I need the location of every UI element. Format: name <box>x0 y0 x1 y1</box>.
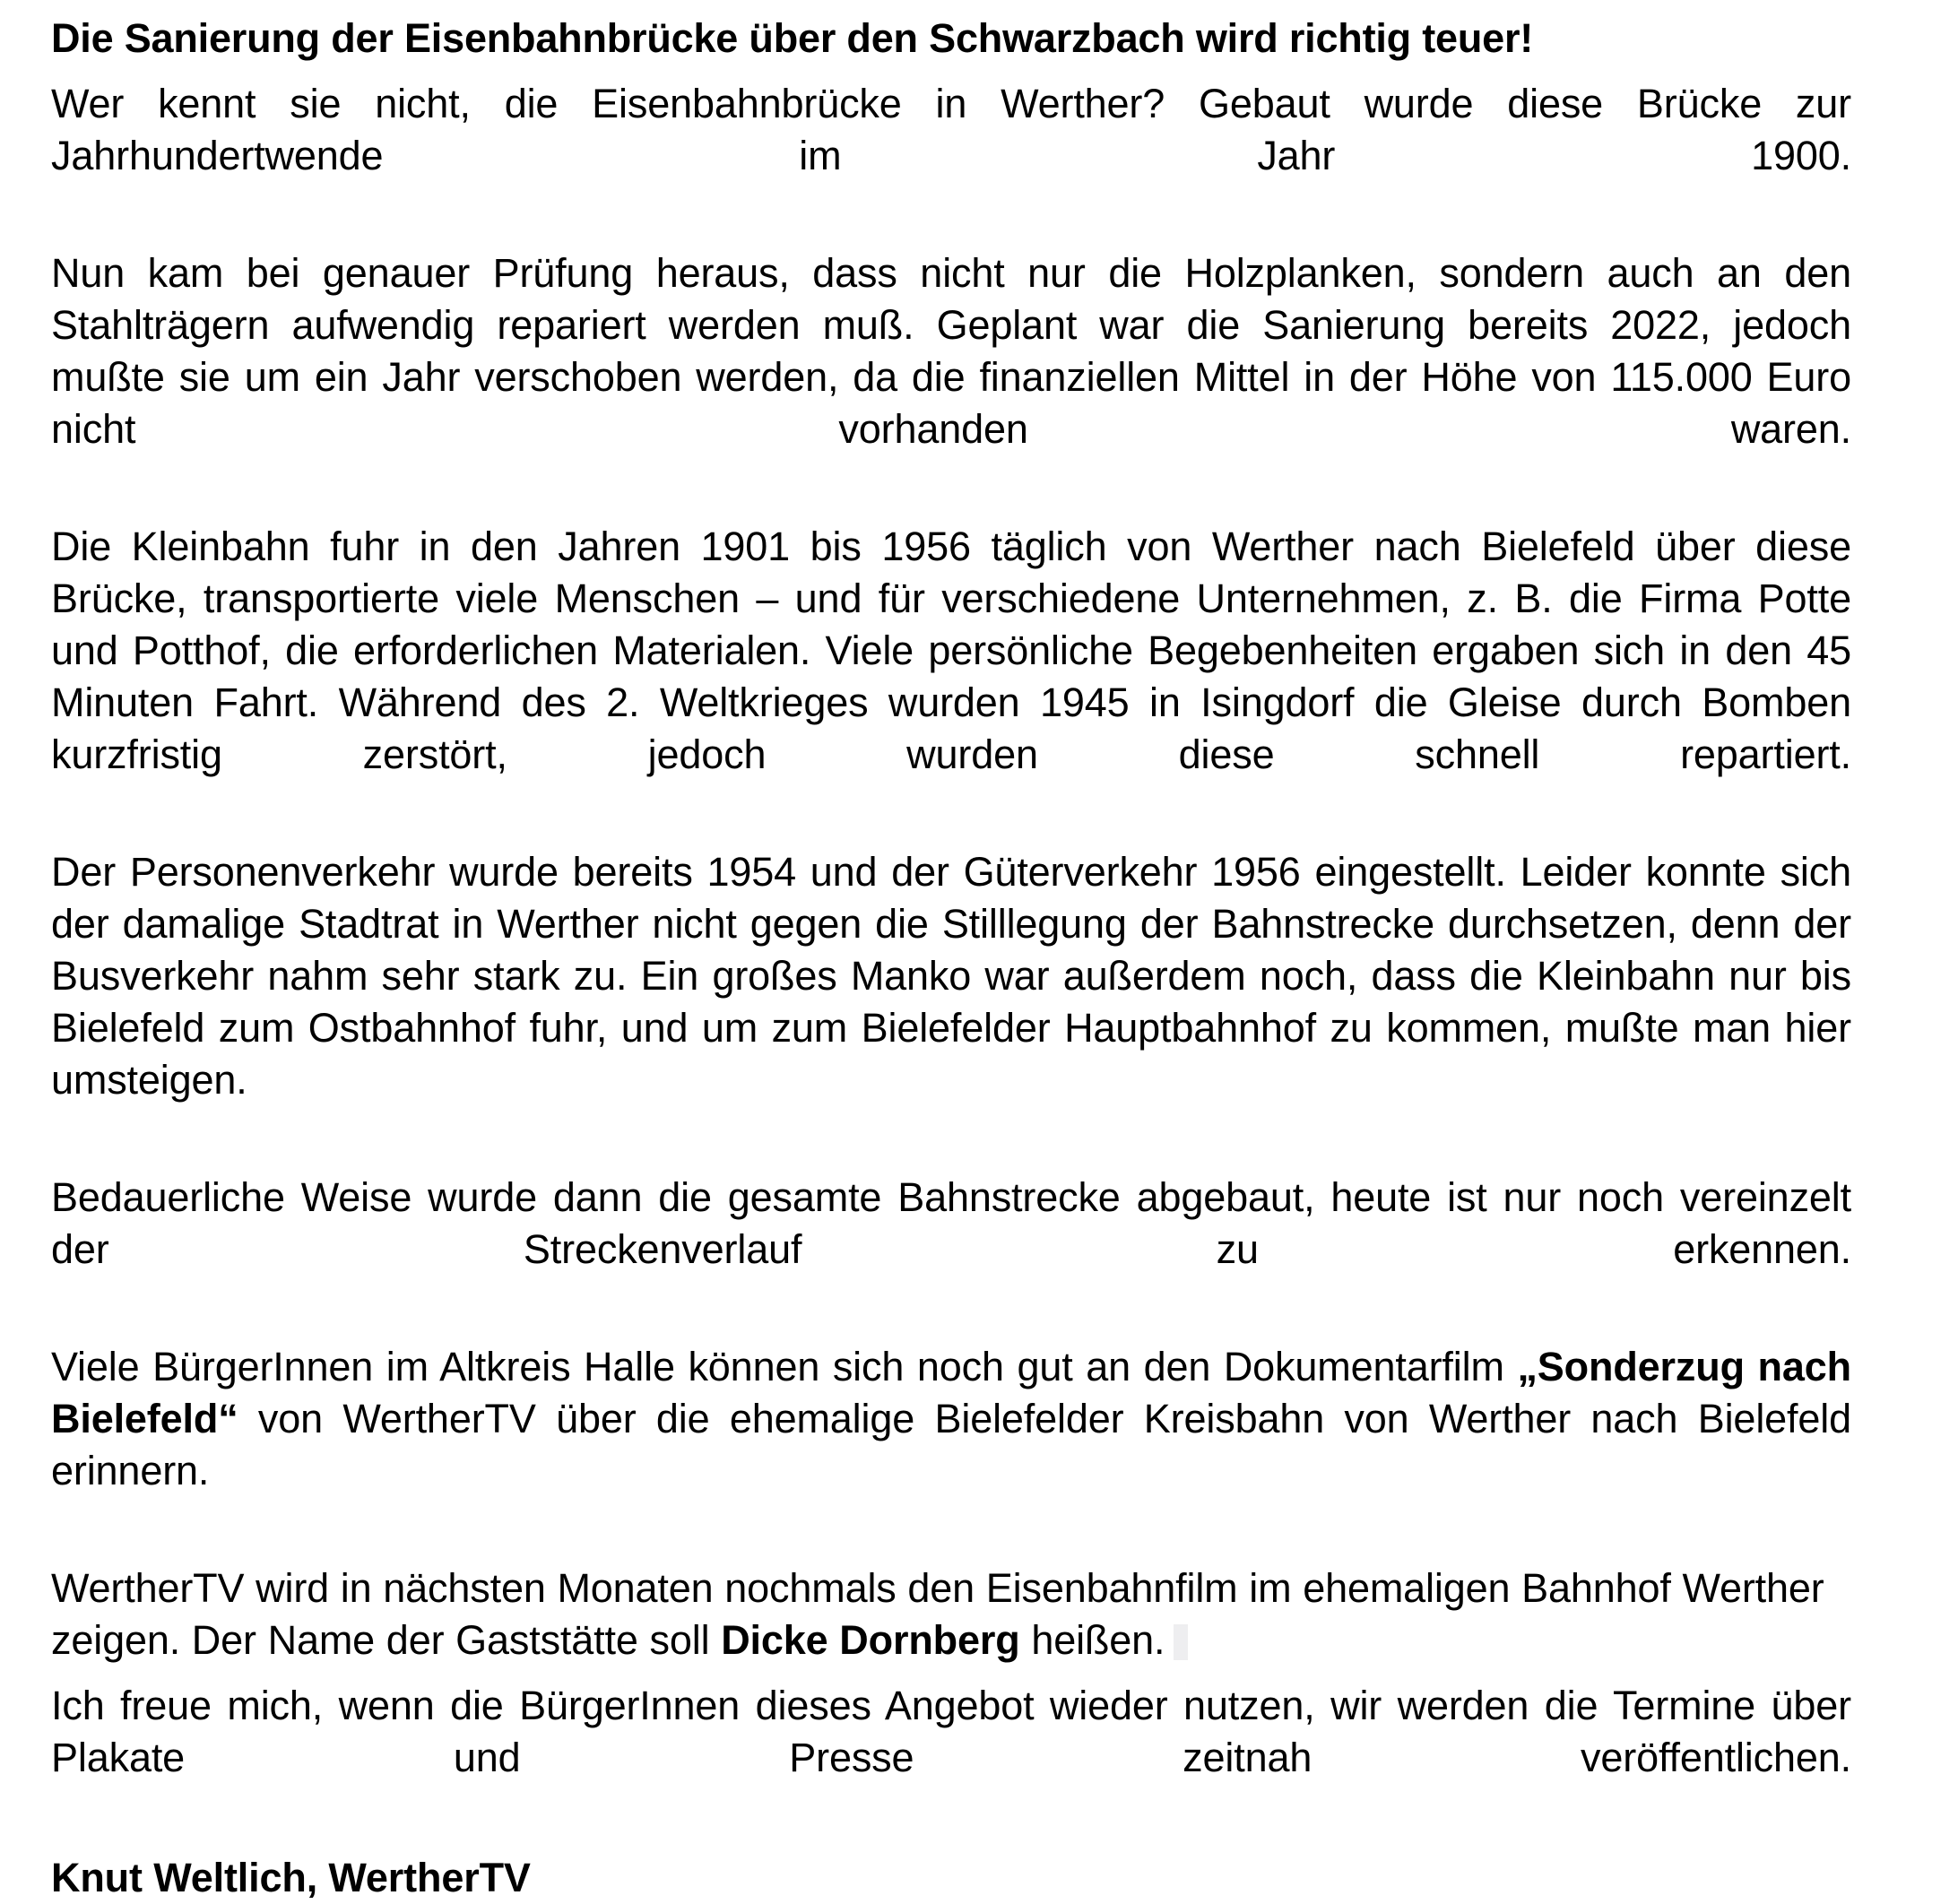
paragraph-3: Die Kleinbahn fuhr in den Jahren 1901 bis 1956 täglich von Werther nach Bielefeld über diese Brücke, transportierte viele Menschen – und für verschiedene Unternehmen, z. B. die Firma Potte und Potthof, die erforderlichen Materialen. Viele persönliche Begebenheiten ergaben sich in den 45 Minuten Fahrt. Während des 2. Weltkrieges wurden 1945 in Isingdorf die Gleise durch Bomben kurzfristig zerstört, jedoch wurden diese schnell repartiert. <box>51 524 1851 777</box>
paragraph-8: Ich freue mich, wenn die BürgerInnen dieses Angebot wieder nutzen, wir werden die Termine über Plakate und Presse zeitnah veröffentlichen. <box>51 1683 1851 1780</box>
film-title-emphasis: „Sonderzug nach Bielefeld“ <box>51 1344 1851 1441</box>
paragraph-2: Nun kam bei genauer Prüfung heraus, dass nicht nur die Holzplanken, sondern auch an den Stahlträgern aufwendig repariert werden muß. Geplant war die Sanierung bereits 2022, jedoch mußte sie um ein Jahr verschoben werden, da die finanziellen Mittel in der Höhe von 115.000 Euro nicht vorhanden waren. <box>51 250 1851 452</box>
paragraph-6-tail: von WertherTV über die ehemalige Bielefelder Kreisbahn von Werther nach Bielefeld erinnern. <box>51 1396 1851 1493</box>
paragraph-6 <box>51 1328 1851 1549</box>
page-title: Die Sanierung der Eisenbahnbrücke über den Schwarzbach wird richtig teuer! <box>51 15 1534 61</box>
paragraph-6-lead: Viele BürgerInnen im Altkreis Halle können sich noch gut an den Dokumentarfilm <box>51 1344 1518 1389</box>
paragraph-4: Der Personenverkehr wurde bereits 1954 und der Güterverkehr 1956 eingestellt. Leider konnte sich der damalige Stadtrat in Werther nicht gegen die Stilllegung der Bahnstrecke durchsetzen, denn der Busverkehr nahm sehr stark zu. Ein großes Manko war außerdem noch, dass die Kleinbahn nur bis Bielefeld zum Ostbahnhof fuhr, und um zum Bielefelder Hauptbahnhof zu kommen, mußte man hier umsteigen. <box>51 849 1851 1103</box>
article-body <box>51 0 1851 1904</box>
paragraph-5: Bedauerliche Weise wurde dann die gesamte Bahnstrecke abgebaut, heute ist nur noch vereinzelt der Streckenverlauf zu erkennen. <box>51 1174 1851 1272</box>
text-cursor-artifact <box>1174 1624 1188 1660</box>
paragraph-7-tail: heißen. <box>1019 1617 1165 1663</box>
author-signature: Knut Weltlich, WertherTV <box>51 1855 531 1900</box>
paragraph-7-lead: WertherTV wird in nächsten Monaten nochmals den Eisenbahnfilm im ehemaligen Bahnhof Werther zeigen. Der Name der Gaststätte soll <box>51 1565 1824 1663</box>
paragraph-7 <box>51 1549 1851 1666</box>
paragraph-1: Wer kennt sie nicht, die Eisenbahnbrücke in Werther? Gebaut wurde diese Brücke zur Jahrhundertwende im Jahr 1900. <box>51 81 1851 178</box>
venue-name-emphasis: Dicke Dornberg <box>721 1617 1020 1663</box>
